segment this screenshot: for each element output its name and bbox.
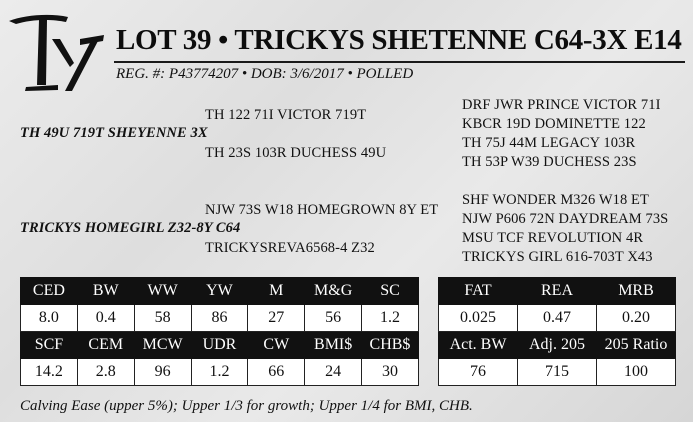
epd-right-value-row-1 <box>439 305 676 332</box>
epd-header-bmi: BMI$ <box>305 332 362 359</box>
epd-value-205-ratio: 100 <box>597 359 676 386</box>
epd-value-m: 27 <box>248 305 305 332</box>
sire-dam-name: TH 23S 103R DUCHESS 49U <box>205 145 387 161</box>
epd-header-fat: FAT <box>439 278 518 305</box>
epd-footnote: Calving Ease (upper 5%); Upper 1/3 for growth; Upper 1/4 for BMI, CHB. <box>20 398 473 414</box>
epd-value-cem: 2.8 <box>77 359 134 386</box>
epd-left-value-row-2 <box>21 359 419 386</box>
dam-name: TRICKYS HOMEGIRL Z32-8Y C64 <box>20 220 241 236</box>
epd-value-ww: 58 <box>134 305 191 332</box>
epd-left-header-row-1 <box>21 278 419 305</box>
epd-value-yw: 86 <box>191 305 248 332</box>
epd-header-scf: SCF <box>21 332 78 359</box>
epd-right-value-row-2 <box>439 359 676 386</box>
sire-dam-sire-name: TH 75J 44M LEGACY 103R <box>462 135 636 151</box>
epd-value-ced: 8.0 <box>21 305 78 332</box>
epd-value-cw: 66 <box>248 359 305 386</box>
epd-header-chb: CHB$ <box>362 332 419 359</box>
sire-sire-sire-name: DRF JWR PRINCE VICTOR 71I <box>462 97 661 113</box>
ty-brand-logo <box>6 5 106 93</box>
epd-value-sc: 1.2 <box>362 305 419 332</box>
epd-value-scf: 14.2 <box>21 359 78 386</box>
dam-dam-dam-name: TRICKYS GIRL 616-703T X43 <box>462 249 653 265</box>
epd-header-mcw: MCW <box>134 332 191 359</box>
epd-value-adj-205: 715 <box>518 359 597 386</box>
epd-value-bmi: 24 <box>305 359 362 386</box>
dam-dam-name: TRICKYSREVA6568-4 Z32 <box>205 240 375 256</box>
lot-title: LOT 39 • TRICKYS SHETENNE C64-3X E14 <box>116 24 682 56</box>
epd-value-bw: 0.4 <box>77 305 134 332</box>
dam-sire-sire-name: SHF WONDER M326 W18 ET <box>462 192 649 208</box>
epd-left-header-row-2 <box>21 332 419 359</box>
epd-header-bw: BW <box>77 278 134 305</box>
epd-value-mg: 56 <box>305 305 362 332</box>
sire-sire-dam-name: KBCR 19D DOMINETTE 122 <box>462 116 646 132</box>
epd-header-sc: SC <box>362 278 419 305</box>
epd-header-cem: CEM <box>77 332 134 359</box>
epd-table-right <box>438 277 676 386</box>
epd-value-mcw: 96 <box>134 359 191 386</box>
epd-header-adj-205: Adj. 205 <box>518 332 597 359</box>
epd-value-rea: 0.47 <box>518 305 597 332</box>
epd-value-mrb: 0.20 <box>597 305 676 332</box>
epd-value-chb: 30 <box>362 359 419 386</box>
epd-header-ww: WW <box>134 278 191 305</box>
epd-header-actual-bw: Act. BW <box>439 332 518 359</box>
sire-dam-dam-name: TH 53P W39 DUCHESS 23S <box>462 154 637 170</box>
epd-header-udr: UDR <box>191 332 248 359</box>
epd-header-yw: YW <box>191 278 248 305</box>
epd-header-205-ratio: 205 Ratio <box>597 332 676 359</box>
sire-sire-name: TH 122 71I VICTOR 719T <box>205 107 367 123</box>
epd-right-header-row-2 <box>439 332 676 359</box>
epd-header-mrb: MRB <box>597 278 676 305</box>
dam-sire-dam-name: NJW P606 72N DAYDREAM 73S <box>462 211 669 227</box>
title-divider <box>114 61 685 63</box>
epd-header-cw: CW <box>248 332 305 359</box>
epd-table-left <box>20 277 419 386</box>
epd-right-header-row-1 <box>439 278 676 305</box>
dam-dam-sire-name: MSU TCF REVOLUTION 4R <box>462 230 644 246</box>
epd-value-udr: 1.2 <box>191 359 248 386</box>
epd-left-value-row-1 <box>21 305 419 332</box>
epd-header-rea: REA <box>518 278 597 305</box>
epd-header-mg: M&G <box>305 278 362 305</box>
epd-value-actual-bw: 76 <box>439 359 518 386</box>
sire-name: TH 49U 719T SHEYENNE 3X <box>20 125 208 141</box>
dam-sire-name: NJW 73S W18 HOMEGROWN 8Y ET <box>205 202 439 218</box>
epd-value-fat: 0.025 <box>439 305 518 332</box>
epd-header-m: M <box>248 278 305 305</box>
epd-header-ced: CED <box>21 278 78 305</box>
registration-line: REG. #: P43774207 • DOB: 3/6/2017 • POLLED <box>116 66 414 82</box>
